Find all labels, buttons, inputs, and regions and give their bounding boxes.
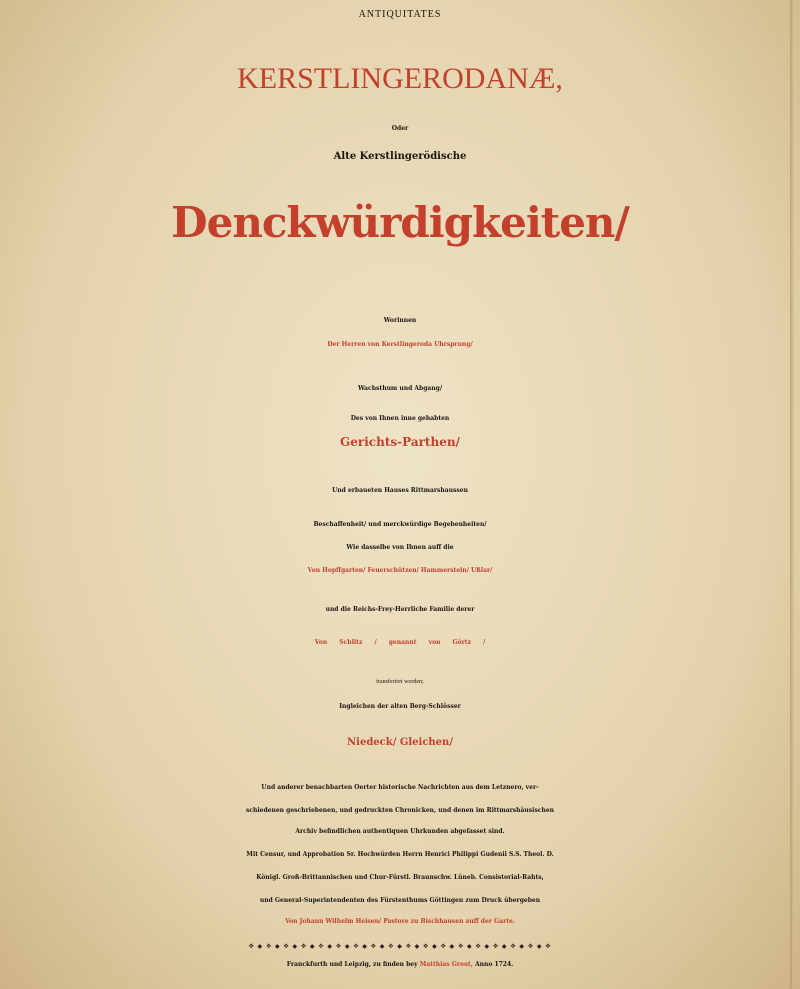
line-rittmarshaussen: Und erbaueten Hauses Rittmarshaussen [332,487,468,494]
heading-kerstlingerodanae: KERSTLINGERODANÆ, [237,62,563,95]
heading-niedeck-gleichen: Niedeck/ Gleichen/ [347,737,453,748]
word-oder: Oder [391,125,409,132]
imprint-publisher: Matthias Groot, [419,961,473,968]
word-worinnen: Worinnen [383,317,417,324]
text-superintendenten: und General-Superintendenten des Fürstenthums Göttingen zum Druck übergeben [259,897,541,904]
heading-antiquitates: ANTIQUITATES [358,9,442,20]
line-families: Von Hopffgarten/ Feuerschützen/ Hammerstein/ Ußlar/ [307,567,493,574]
text-koenigl: Königl. Groß-Brittannischen und Chur-Fürstl. Braunschw. Lüneb. Consistorial-Rahts, [256,874,544,881]
line-wachsthum: Wachsthum und Abgang/ [357,385,443,392]
line-herren: Der Herren von Kerstlingeroda Uhrsprung/ [327,341,473,348]
line-transferiret: transferiret worden; [376,679,424,685]
heading-gerichts: Gerichts-Parthen/ [340,435,460,449]
text-historische-nachrichten: Und anderer benachbarten Oerter historische Nachrichten aus dem Letznero, ver- [261,784,539,791]
ornament-rule: ✥ ◆ ✥ ◆ ✥ ◆ ✥ ◆ ✥ ◆ ✥ ◆ ✥ ◆ ✥ ◆ ✥ ◆ ✥ ◆ ✥ ◆ ✥ ◆ ✥ ◆ ✥ ◆ ✥ ◆ ✥ ◆ ✥ ◆ ✥ [248,943,552,950]
imprint-place: Franckfurth und Leipzig, zu finden bey [286,961,418,968]
text-archiv: Archiv befindlichen authentiquen Uhrkunden abgefasset sind. [295,828,505,835]
line-des-von-ihnen: Des von Ihnen inne gehabten [350,415,450,422]
line-reichs-frey: und die Reichs-Frey-Herrliche Familie derer [325,606,475,613]
line-beschaffenheit: Beschaffenheit/ und merckwürdige Begebenheiten/ [313,521,487,528]
text-chronicken: schiedenen geschriebenen, und gedruckten Chronicken, und denen im Rittmarshäusischen [245,807,555,814]
line-wie-dasselbe: Wie dasselbe von Ihnen auff die [346,544,454,551]
text-censur: Mit Censur, und Approbation Sr. Hochwürden Herrn Henrici Philippi Gudenii S.S. Theol. D. [246,851,554,858]
imprint [0,962,800,968]
page-edge [790,0,794,989]
subtitle-alte: Alte Kerstlingerödische [333,151,467,162]
line-berg-schloesser: Ingleichen der alten Berg-Schlösser [339,703,461,710]
imprint-year: Anno 1724. [474,961,514,968]
text-author: Von Johann Wilhelm Heisen/ Pastore zu Bischhausen auff der Garte. [285,918,515,925]
line-schlitz: Von Schlitz / genannt von Görtz / [314,639,486,646]
heading-denckwuerdigkeiten: Denckwürdigkeiten/ [171,198,629,247]
